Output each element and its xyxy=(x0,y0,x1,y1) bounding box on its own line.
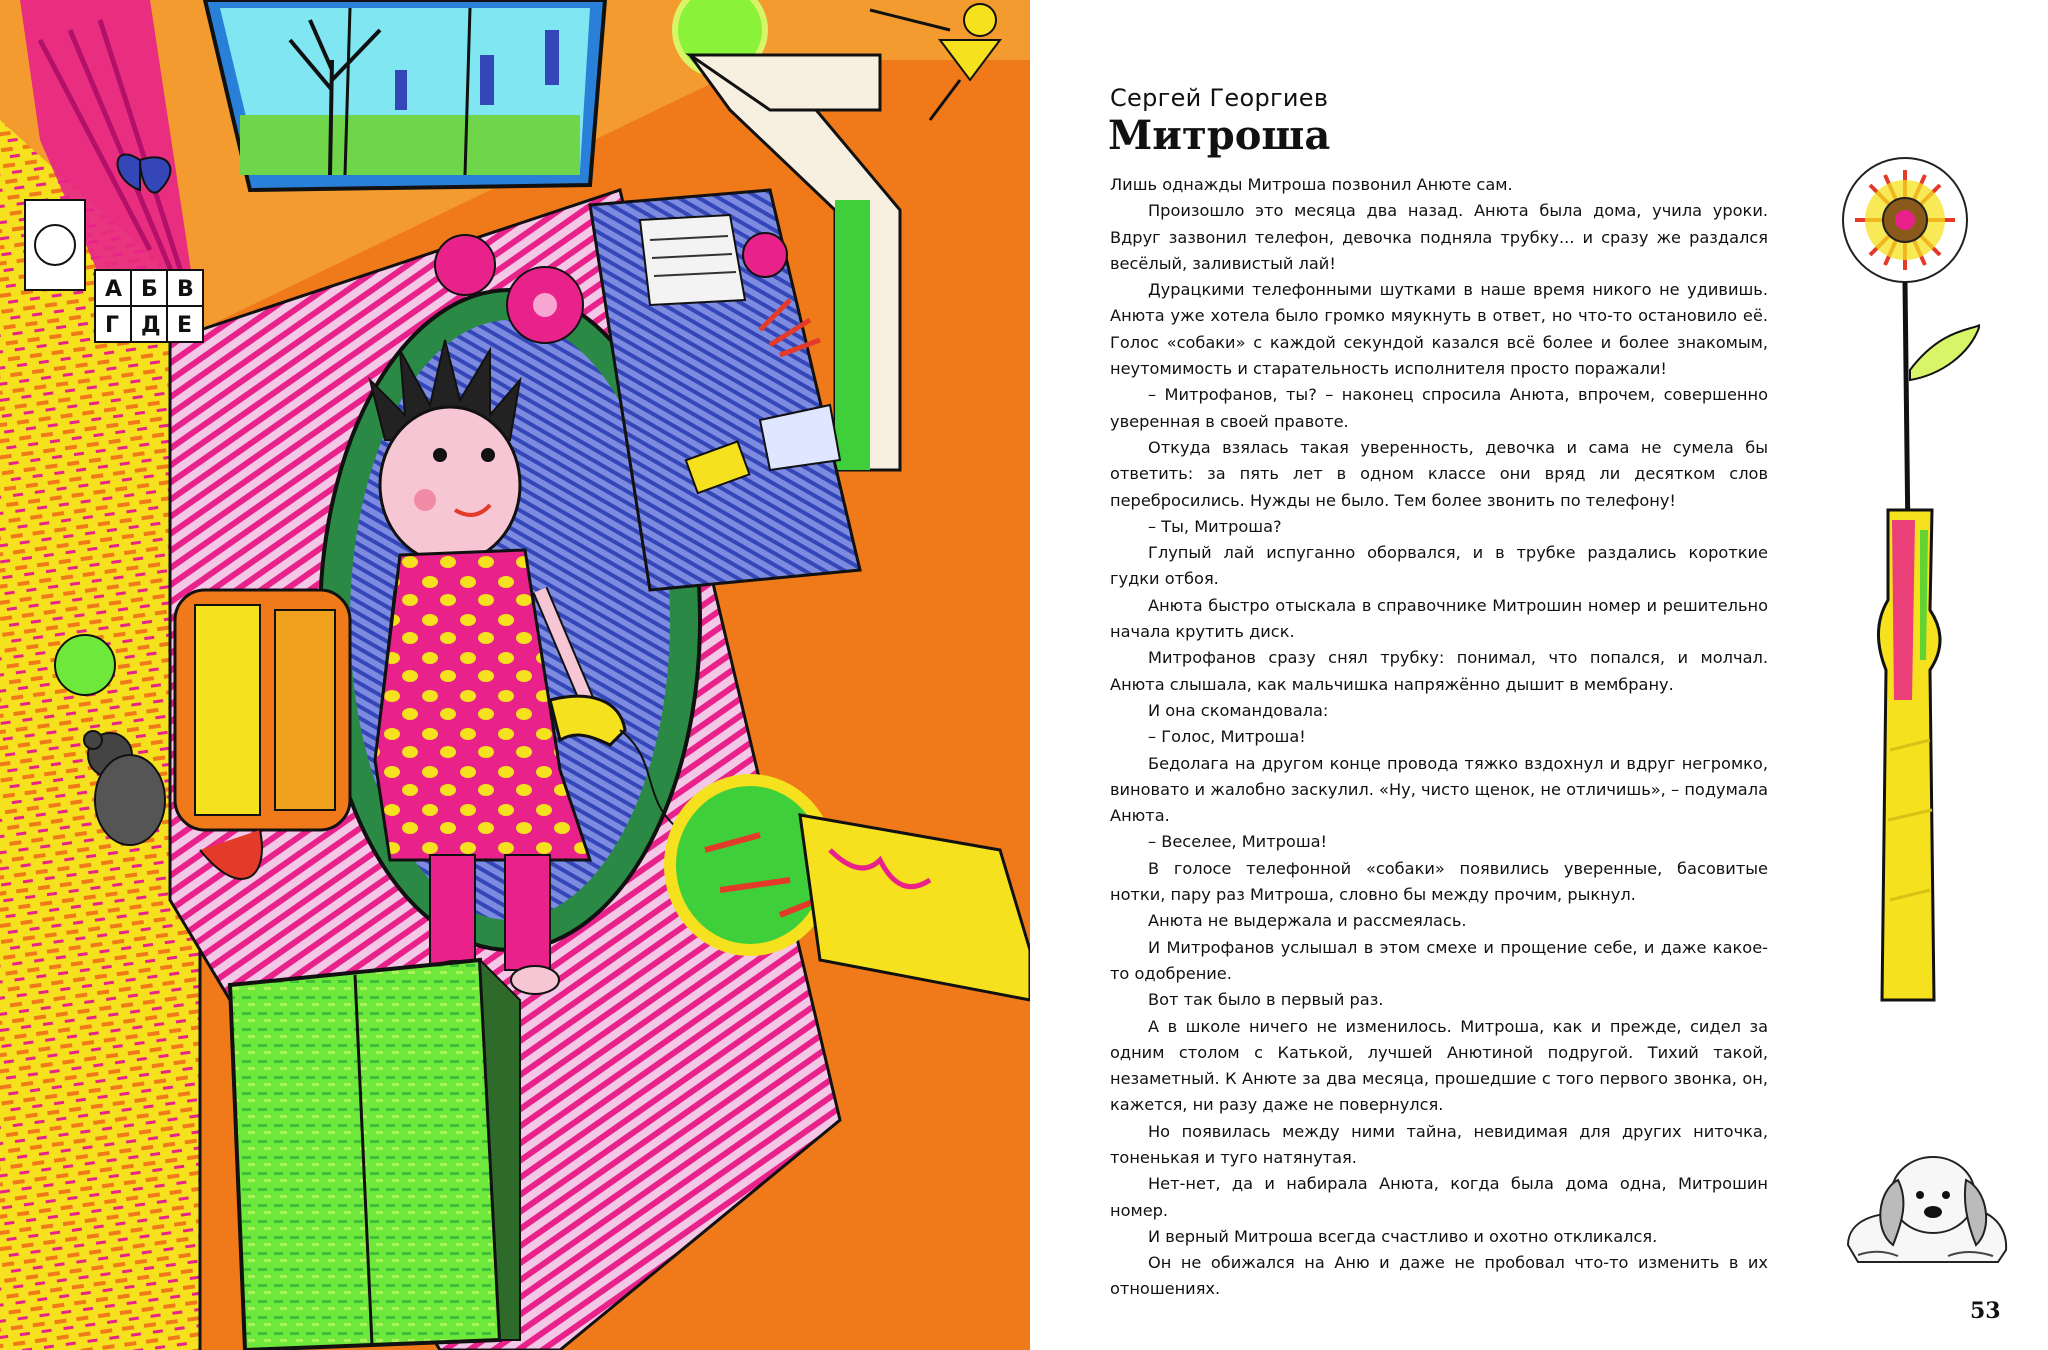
author-name: Сергей Георгиев xyxy=(1110,84,1329,112)
paragraph: – Митрофанов, ты? – наконец спросила Анюта, впрочем, совершенно уверенная в своей правоте. xyxy=(1110,385,1768,431)
sunflower-vase-drawing xyxy=(1830,140,1980,1020)
story-body xyxy=(1110,172,1768,1303)
paragraph: Митрофанов сразу снял трубку: понимал, что попался, и молчал. Анюта слышала, как мальчишка напряжённо дышит в мембрану. xyxy=(1110,648,1768,694)
block-letter: В xyxy=(177,277,194,302)
paragraph: И верный Митроша всегда счастливо и охотно откликался. xyxy=(1148,1226,1658,1246)
paragraph: В голосе телефонной «собаки» появились уверенные, басовитые нотки, пару раз Митроша, словно бы между прочим, рыкнул. xyxy=(1110,858,1768,905)
paragraph: И она скомандовала: xyxy=(1148,700,1329,720)
paragraph: И Митрофанов услышал в этом смехе и прощение себе, и даже какое-то одобрение. xyxy=(1110,937,1768,983)
block-letter: Г xyxy=(105,313,120,338)
paragraph: Глупый лай испуганно оборвался, и в трубке раздались короткие гудки отбоя. xyxy=(1110,543,1768,589)
paragraph: – Ты, Митроша? xyxy=(1148,516,1282,536)
paragraph: Но появилась между ними тайна, невидимая для других ниточка, тоненькая и туго натянутая. xyxy=(1110,1121,1768,1167)
text-page xyxy=(1030,0,2048,1350)
alphabet-blocks xyxy=(95,270,203,342)
paragraph: Бедолага на другом конце провода тяжко вздохнул и вдруг негромко, виновато и жалобно заскулил. «Ну, чисто щенок, не отличишь», – подумала Анюта. xyxy=(1110,753,1768,826)
paragraph: – Веселее, Митроша! xyxy=(1148,832,1328,852)
toy-dog-drawing xyxy=(1838,1150,2018,1270)
paragraph: Он не обижался на Аню и даже не пробовал что-то изменить в их отношениях. xyxy=(1110,1253,1768,1299)
paragraph: Анюта не выдержала и рассмеялась. xyxy=(1148,911,1467,931)
paragraph: Вот так было в первый раз. xyxy=(1148,990,1384,1010)
paragraph: Произошло это месяца два назад. Анюта была дома, учила уроки. Вдруг зазвонил телефон, девочка подняла трубку... и сразу же раздался весёлый, заливистый лай! xyxy=(1110,201,1768,273)
paragraph: Откуда взялась такая уверенность, девочка и сама не сумела бы ответить: за пять лет в одном классе они вряд ли десятком слов перебросились. Нужды не было. Тем более звонить по телефону! xyxy=(1110,437,1768,510)
block-letter: Б xyxy=(141,277,158,302)
green-box xyxy=(230,960,520,1350)
paragraph: Нет-нет, да и набирала Анюта, когда была дома одна, Митрошин номер. xyxy=(1110,1174,1768,1220)
paragraph: – Голос, Митроша! xyxy=(1148,727,1306,747)
paragraph: А в школе ничего не изменилось. Митроша, как и прежде, сидел за одним столом с Катькой, лучшей Анютиной подругой. Тихий такой, незаметный. К Анюте за два месяца, прошедшие с того первого звонка, он, кажется, ни разу даже не повернулся. xyxy=(1110,1016,1768,1115)
block-letter: Д xyxy=(141,313,161,338)
story-title: Митроша xyxy=(1108,112,1331,159)
paragraph: Дурацкими телефонными шутками в наше время никого не удивишь. Анюта уже хотела было громко мяукнуть в ответ, но что-то остановило её. Голос «собаки» с каждой секундой казался всё более и более знакомым, неутомимость и старательность исполнителя просто поражали! xyxy=(1110,280,1768,379)
paragraph: Лишь однажды Митроша позвонил Анюте сам. xyxy=(1110,175,1513,194)
block-letter: Е xyxy=(177,313,193,338)
block-letter: А xyxy=(105,277,123,302)
window xyxy=(205,0,605,190)
page-number: 53 xyxy=(1970,1298,2001,1324)
paragraph: Анюта быстро отыскала в справочнике Митрошин номер и решительно начала крутить диск. xyxy=(1110,595,1768,642)
